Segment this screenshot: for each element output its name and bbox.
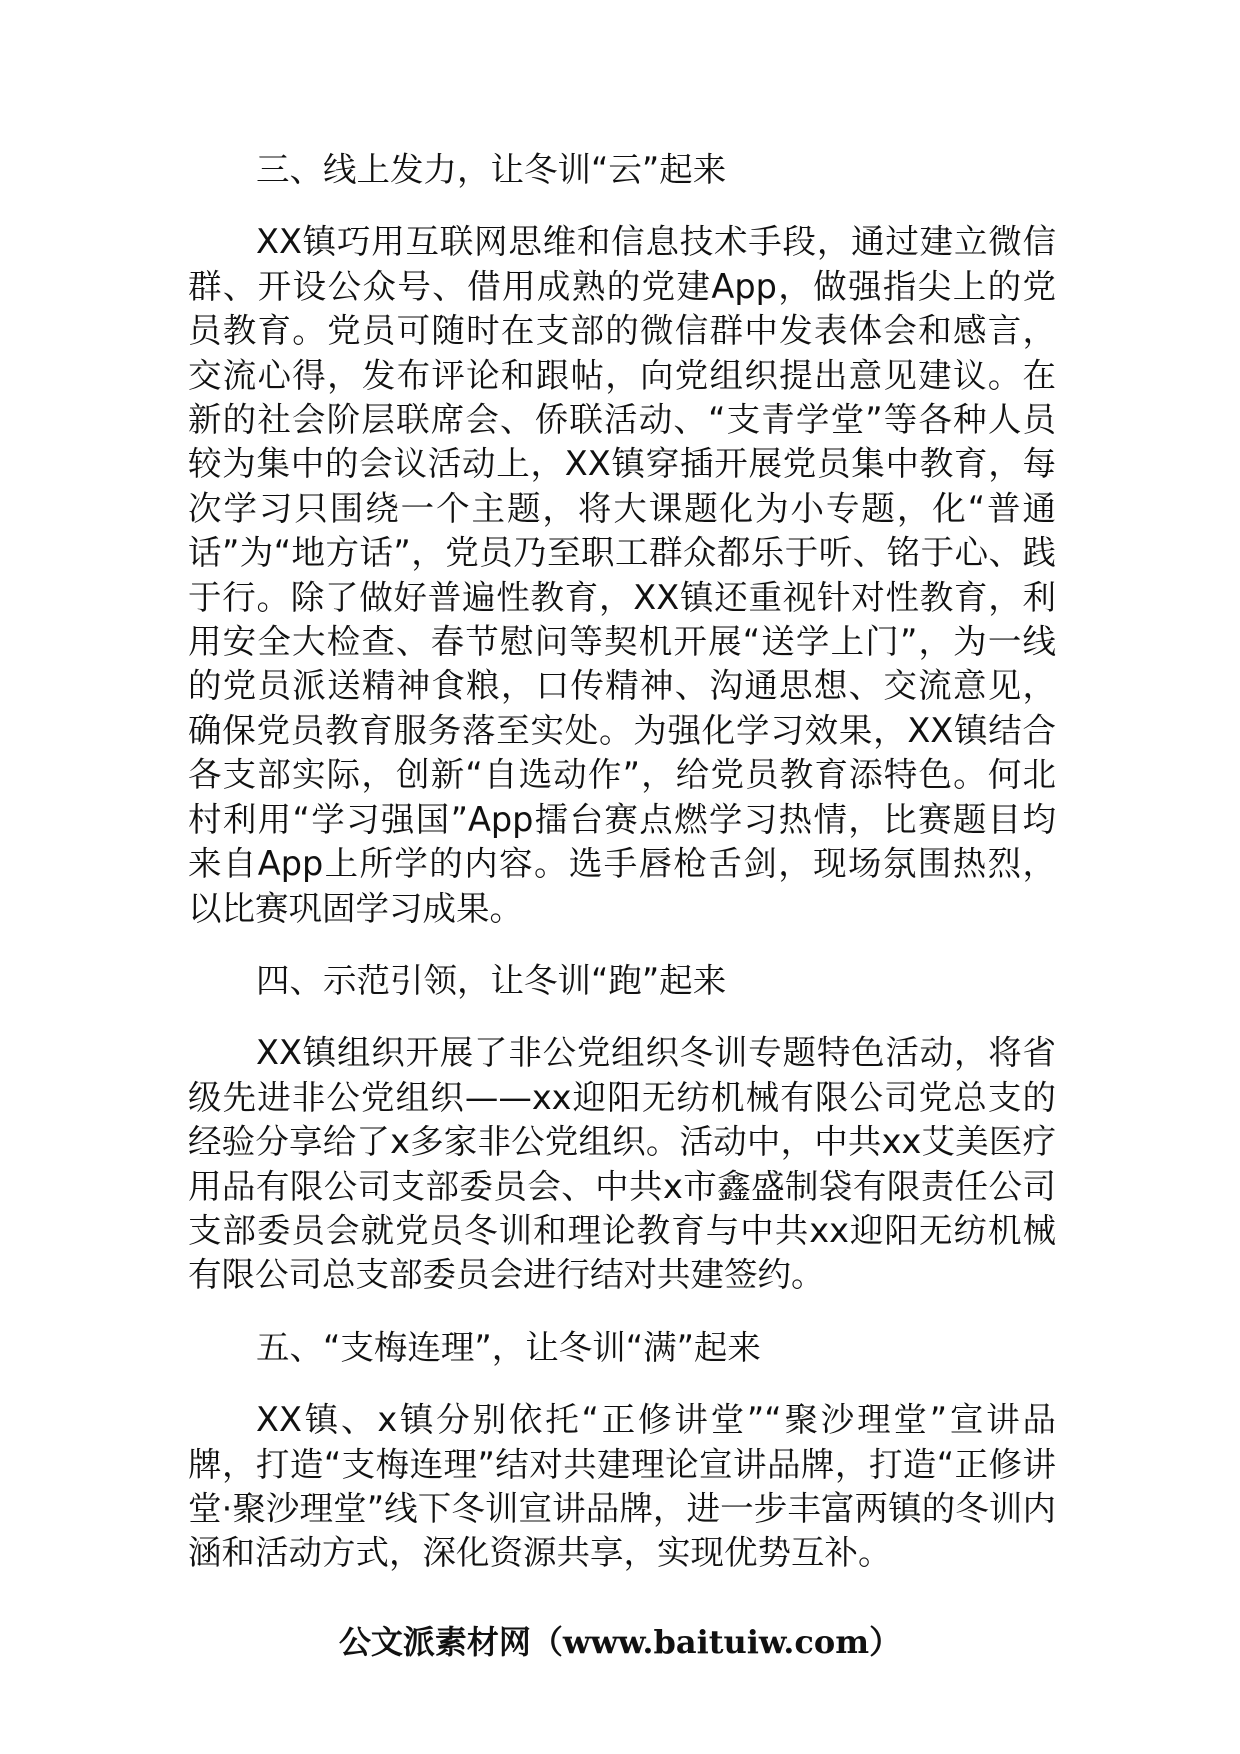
section-paragraph: XX镇组织开展了非公党组织冬训专题特色活动，将省级先进非公党组织——xx迎阳无纺机械有限公司党总支的经验分享给了x多家非公党组织。活动中，中共xx艾美医疗用品有限公司支部委员会、中共x市鑫盛制袋有限责任公司支部委员会就党员冬训和理论教育与中共xx迎阳无纺机械有限公司总支部委员会进行结对共建签约。 [188,1033,1056,1295]
section-paragraph: XX镇、x镇分别依托“正修讲堂”“聚沙理堂”宣讲品牌，打造“支梅连理”结对共建理论宣讲品牌，打造“正修讲堂·聚沙理堂”线下冬训宣讲品牌，进一步丰富两镇的冬训内涵和活动方式，深化资源共享，实现优势互补。 [188,1400,1056,1573]
section-heading: 四、示范引领，让冬训“跑”起来 [256,960,727,1000]
page-footer: 公文派素材网（www.baituiw.com） [338,1623,902,1661]
section-5 [188,1326,1056,1576]
section-3 [188,148,1056,931]
section-paragraph: XX镇巧用互联网思维和信息技术手段，通过建立微信群、开设公众号、借用成熟的党建App，做强指尖上的党员教育。党员可随时在支部的微信群中发表体会和感言，交流心得，发布评论和跟帖，向党组织提出意见建议。在新的社会阶层联席会、侨联活动、“支青学堂”等各种人员较为集中的会议活动上，XX镇穿插开展党员集中教育，每次学习只围绕一个主题，将大课题化为小专题，化“普通话”为“地方话”，党员乃至职工群众都乐于听、铭于心、践于行。除了做好普遍性教育，XX镇还重视针对性教育，利用安全大检查、春节慰问等契机开展“送学上门”，为一线的党员派送精神食粮，口传精神、沟通思想、交流意见，确保党员教育服务落至实处。为强化学习效果，XX镇结合各支部实际，创新“自选动作”，给党员教育添特色。何北村利用“学习强国”App擂台赛点燃学习热情，比赛题目均来自App上所学的内容。选手唇枪舌剑，现场氛围热烈，以比赛巩固学习成果。 [188,222,1056,928]
section-4 [188,959,1056,1298]
document-body [188,148,1056,1604]
section-heading: 五、“支梅连理”，让冬训“满”起来 [256,1327,761,1367]
section-heading: 三、线上发力，让冬训“云”起来 [256,150,727,189]
